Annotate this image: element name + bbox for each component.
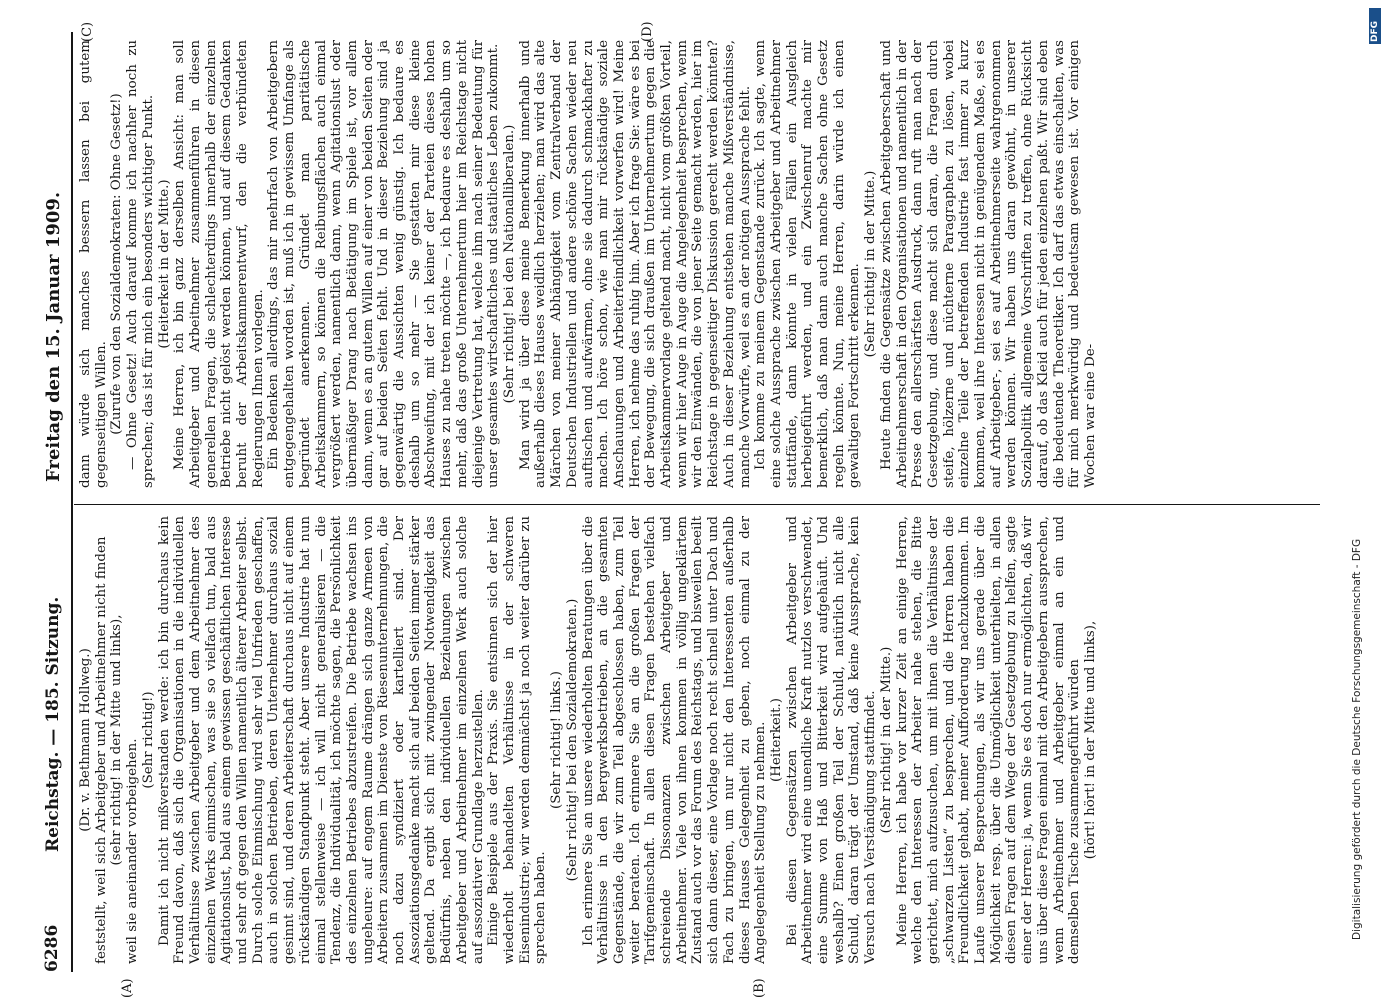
page-header: [40, 32, 70, 972]
interjection: (Sehr richtig! in der Mitte.): [878, 646, 894, 834]
margin-marker-d: (D): [640, 21, 655, 42]
margin-marker-b: (B): [752, 978, 767, 998]
speaker-name: (Dr. v. Bethmann Hollweg.): [78, 648, 93, 832]
interjection: (Sehr richtig! in der Mitte.): [863, 170, 879, 358]
interjection: (hört! hört! in der Mitte und links),: [1083, 620, 1098, 860]
paragraph: dann würde sich manches bessern lassen bei gutem gegenseitigen Willen.: [78, 40, 109, 488]
dfg-logo-text: DFG: [1370, 20, 1380, 42]
margin-marker-a: (A): [120, 978, 135, 998]
right-column: [78, 40, 1320, 488]
rotated-page: [40, 21, 1320, 998]
interjection: (Heiterkeit.): [768, 698, 784, 782]
paragraph: Man wird ja über diese meine Bemerkung innerhalb und außerhalb dieses Hauses weidlich herziehen; man wird das alte Märchen von meiner Abhängigkeit vom Zentralverband der Deutschen Industriellen und andere schöne Sachen wieder neu auftischen und aufwärmen, ohne sie dadurch schmackhafter zu machen. Ich höre schon, wie man mir rückständige soziale Anschauungen und Arbeiterfeindlichkeit vorwerfen wird! Meine Herren, ich nehme das ruhig hin. Aber ich frage Sie: wäre es bei der Bewegung, die sich draußen im Unternehmertum gegen die Arbeitskammervorlage geltend macht, nicht vom größten Vorteil, wenn wir hier Auge in Auge die Angelegenheit besprechen, wenn wir den Einwänden, die von jener Seite gemacht werden, hier im Reichstage in gegenseitiger Diskussion gerecht werden könnten? Auch in dieser Beziehung entstehen manche Mißverständnisse, manche Vorwürfe, weil es an der nötigen Aussprache fehlt.: [517, 40, 753, 488]
digitization-note: Digitalisierung gefördert durch die Deutsche Forschungsgemeinschaft - DFG: [1351, 538, 1363, 940]
paragraph: Meine Herren, ich habe vor kurzer Zeit an einige Herren, welche den Interessen der Arbeiter nahe stehen, die Bitte gerichtet, mich aufzusuchen, um mit ihnen die Verhältnisse der „schwarzen Listen“ zu besprechen, und die Herren haben die Freundlichkeit gehabt, meiner Aufforderung nachzukommen. Im Laufe unserer Besprechungen, als wir uns gerade über die Möglichkeit resp. über die Unmöglichkeit unterhielten, in allen diesen Fragen auf dem Wege der Gesetzgebung zu helfen, sagte einer der Herren: ja, wenn Sie es doch nur ermöglichten, daß wir uns über diese Fragen einmal mit den Arbeitgebern aussprechen, wenn Arbeitnehmer und Arbeitgeber einmal an ein und demselben Tische zusammengeführt würden: [894, 516, 1083, 964]
paragraph: — Ohne Gesetz! Auch darauf komme ich nachher noch zu sprechen; das ist für mich ein besonders wichtiger Punkt.: [125, 40, 156, 488]
paragraph: Ich komme zu meinem Gegenstande zurück. Ich sagte, wenn eine solche Aussprache zwischen Arbeitgeber und Arbeitnehmer stattfände, dann könnte in vielen Fällen ein Ausgleich herbeigeführt werden, und ein Zwischenruf machte mir bemerklich, daß man dann auch manche Sachen ohne Gesetz regeln könnte. Nun, meine Herren, darin würde ich einen gewaltigen Fortschritt erkennen.: [753, 40, 863, 488]
interjection: (Sehr richtig! bei den Nationalliberalen.): [501, 124, 517, 404]
interjection: (Sehr richtig! bei den Sozialdemokraten.): [564, 598, 580, 882]
interjection: (sehr richtig! in der Mitte und links),: [109, 614, 125, 866]
margin-marker-c: (C): [80, 21, 95, 42]
paragraph: Ich erinnere Sie an unsere wiederholten Beratungen über die Verhältnisse in den Bergwerksbetrieben, an die gesamten Gegenstände, die wir zum Teil abgeschlossen haben, zum Teil weiter beraten. Ich erinnere Sie an die großen Fragen der Tarifgemeinschaft. In allen diesen Fragen bestehen vielfach schreiende Dissonanzen zwischen Arbeitgeber und Arbeitnehmer. Viele von ihnen kommen in völlig ungeklärtem Zustand auch vor das Forum des Reichstags, und bisweilen beeilt sich dann dieser, eine Vorlage noch recht schnell unter Dach und Fach zu bringen, um nur nicht den Interessenten außerhalb dieses Hauses Gelegenheit zu geben, noch einmal zu der Angelegenheit Stellung zu nehmen.: [580, 516, 769, 964]
paragraph: Meine Herren, ich bin ganz derselben Ansicht: man soll Arbeitgeber und Arbeitnehmer zusammenführen in diesen generellen Fragen, die schlechterdings innerhalb der einzelnen Betriebe nicht gelöst werden können, und auf diesem Gedanken beruht der Arbeitskammerentwurf, den die verbündeten Regierungen Ihnen vorlegen.: [172, 40, 266, 488]
header-rule: [71, 32, 73, 972]
header-session-title: Reichstag. — 185. Sitzung.: [43, 596, 63, 852]
interjection: (Zurufe von den Sozialdemokraten: Ohne Gesetz!): [109, 93, 125, 435]
paragraph: Ein Bedenken allerdings, das mir mehrfach von Arbeitgebern entgegengehalten worden ist, muß ich in gewissem Umfange als begründet anerkennen. Gründet man paritätische Arbeitskammern, so können die Reibungsflächen auch einmal vergrößert werden, namentlich dann, wenn Agitationslust oder übermäßiger Drang nach Betätigung im Spiele ist, vor allem dann, wenn es an gutem Willen auf einer von beiden Seiten oder gar auf beiden Seiten fehlt. Und in dieser Beziehung sind ja gegenwärtig die Aussichten wenig günstig. Ich bedaure es deshalb um so mehr — Sie gestatten mir diese kleine Abschweifung, mit der ich keiner der Parteien dieses hohen Hauses zu nahe treten möchte —, ich bedaure es deshalb um so mehr, daß das große Unternehmertum hier im Reichstage nicht diejenige Vertretung hat, welche ihm nach seiner Bedeutung für unser gesamtes wirtschaftliches und staatliches Leben zukommt.: [266, 40, 502, 488]
paragraph: feststellt, weil sich Arbeitgeber und Arbeitnehmer nicht finden: [93, 536, 109, 964]
paragraph: weil sie aneinander vorbeigehen.: [125, 738, 141, 964]
interjection: (Heiterkeit in der Mitte.): [156, 179, 172, 349]
page-number: 6286: [42, 924, 62, 972]
paragraph: Damit ich nicht mißverstanden werde: ich bin durchaus kein Freund davon, daß sich die Organisationen in die individuellen Verhältnisse zwischen Arbeitgeber und dem Arbeitnehmer des einzelnen Werks einmischen, was sie so vielfach tun, bald aus Agitationslust, bald aus einem gewissen geschäftlichen Interesse und sehr oft gegen den Willen namentlich älterer Arbeiter selbst. Durch solche Einmischung wird sehr viel Unfrieden geschaffen, auch in solchen Betrieben, deren Unternehmer durchaus sozial gesinnt sind, und deren Arbeiterschaft durchaus nicht auf einem rückständigen Standpunkt steht. Aber unsere Industrie hat nun einmal stellenweise — ich will nicht generalisieren — die Tendenz, die Individualität, ich möchte sagen, die Persönlichkeit des einzelnen Betriebes abzustreifen. Die Betriebe wachsen ins ungeheure: auf engem Raume drängen sich ganze Armeen von Arbeitern zusammen im Dienste von Riesenunternehmungen, die noch dazu syndiziert oder kartelliert sind. Der Assoziationsgedanke macht sich auf beiden Seiten immer stärker geltend. Da ergibt sich mit zwingender Notwendigkeit das Bedürfnis, neben den individuellen Beziehungen zwischen Arbeitgeber und Arbeitnehmer im einzelnen Werk auch solche auf assoziativer Grundlage herzustellen.: [156, 516, 486, 964]
left-column: [78, 516, 1320, 964]
paragraph: Bei diesen Gegensätzen zwischen Arbeitgeber und Arbeitnehmer wird eine unendliche Kraft nutzlos verschwendet, eine Summe von Haß und Bitterkeit wird aufgehäuft. Und weshalb? Einen großen Teil der Schuld, natürlich nicht alle Schuld, daran trägt der Umstand, daß keine Aussprache, kein Versuch nach Verständigung stattfindet.: [784, 516, 879, 964]
paragraph: Einige Beispiele aus der Praxis. Sie entsinnen sich der hier wiederholt behandelten Verhältnisse in der schweren Eisenindustrie; wir werden demnächst ja noch weiter darüber zu sprechen haben.: [486, 516, 549, 964]
dfg-logo: [1369, 8, 1381, 44]
header-date-title: Freitag den 15. Januar 1909.: [43, 191, 64, 482]
column-divider: [74, 504, 1320, 505]
interjection: (Sehr richtig!): [140, 691, 156, 789]
paragraph: Heute finden die Gegensätze zwischen Arbeitgeberschaft und Arbeitnehmerschaft in den Organisationen und namentlich in der Presse den allerschärfsten Ausdruck, dann ruft man nach der Gesetzgebung, und diese macht sich daran, die Fragen durch steife, hölzerne und nüchterne Paragraphen zu lösen, wobei einzelne Teile der betreffenden Industrie fast immer zu kurz kommen, weil ihre Interessen nicht in genügendem Maße, sei es auf Arbeitgeber-, sei es auf Arbeitnehmerseite wahrgenommen werden können. Wir haben uns daran gewöhnt, in unserer Sozialpolitik allgemeine Vorschriften zu treffen, ohne Rücksicht darauf, ob das Kleid auch für jeden einzelnen paßt. Wir sind eben die bedeutende Theoretiker. Ich darf das etwas einschalten, was für mich merkwürdig und bedeutsam gewesen ist. Vor einigen Wochen war eine De-: [878, 40, 1098, 488]
interjection: (Sehr richtig! links.): [549, 671, 565, 809]
